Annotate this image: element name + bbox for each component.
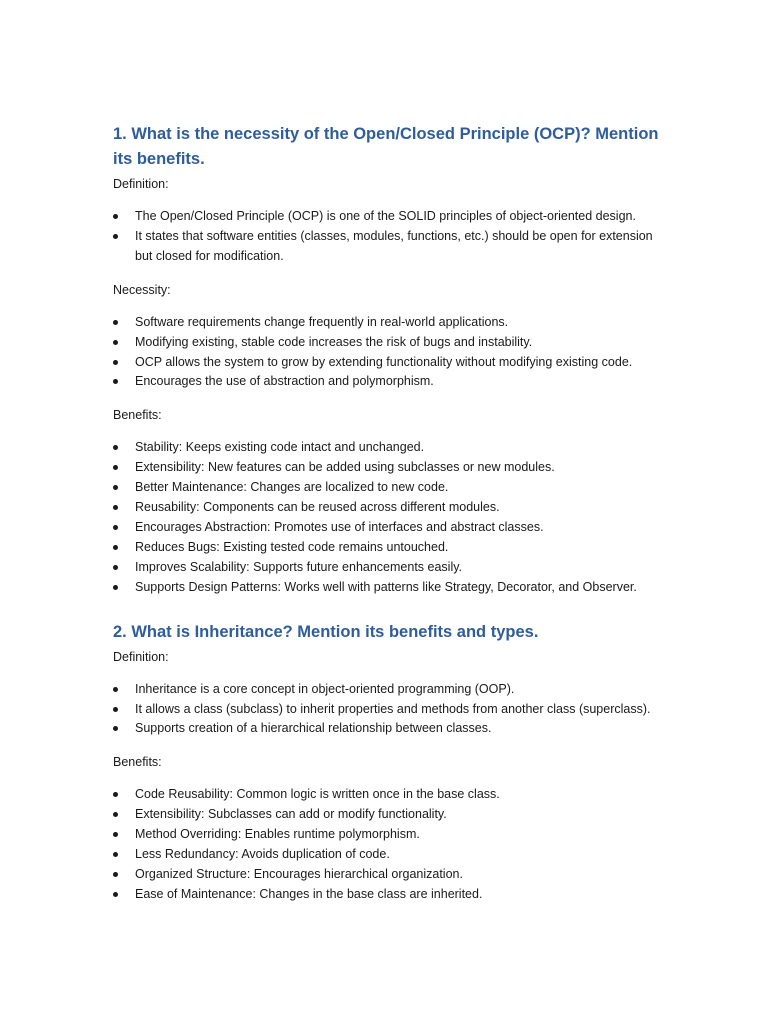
- bullet-icon: [113, 792, 118, 797]
- list-item: Improves Scalability: Supports future enhancements easily.: [113, 558, 673, 578]
- bullet-icon: [113, 234, 118, 239]
- necessity-list: [113, 313, 673, 393]
- definition-list: [113, 680, 673, 740]
- bullet-icon: [113, 726, 118, 731]
- benefits-list: [113, 438, 673, 597]
- bullet-icon: [113, 214, 118, 219]
- list-item: Stability: Keeps existing code intact and unchanged.: [113, 438, 673, 458]
- list-item: Supports creation of a hierarchical relationship between classes.: [113, 719, 673, 739]
- list-item: It allows a class (subclass) to inherit properties and methods from another class (superclass).: [113, 700, 673, 720]
- benefits-list: [113, 785, 673, 904]
- bullet-icon: [113, 687, 118, 692]
- bullet-icon: [113, 485, 118, 490]
- benefits-label: Benefits:: [113, 755, 162, 770]
- list-item: Inheritance is a core concept in object-oriented programming (OOP).: [113, 680, 673, 700]
- list-item: Modifying existing, stable code increases the risk of bugs and instability.: [113, 333, 673, 353]
- list-item: Better Maintenance: Changes are localized to new code.: [113, 478, 673, 498]
- list-item: Code Reusability: Common logic is written once in the base class.: [113, 785, 673, 805]
- definition-label: Definition:: [113, 649, 169, 664]
- benefits-label: Benefits:: [113, 408, 162, 423]
- list-item: Software requirements change frequently in real-world applications.: [113, 313, 673, 333]
- necessity-label: Necessity:: [113, 282, 171, 297]
- list-item: Extensibility: New features can be added using subclasses or new modules.: [113, 458, 673, 478]
- bullet-icon: [113, 852, 118, 857]
- list-item: Method Overriding: Enables runtime polymorphism.: [113, 825, 673, 845]
- bullet-icon: [113, 505, 118, 510]
- bullet-icon: [113, 832, 118, 837]
- bullet-icon: [113, 585, 118, 590]
- list-item: Encourages the use of abstraction and polymorphism.: [113, 372, 673, 392]
- bullet-icon: [113, 812, 118, 817]
- list-item: Encourages Abstraction: Promotes use of interfaces and abstract classes.: [113, 518, 673, 538]
- list-item: Extensibility: Subclasses can add or modify functionality.: [113, 805, 673, 825]
- definition-label: Definition:: [113, 177, 169, 191]
- list-item: Organized Structure: Encourages hierarchical organization.: [113, 865, 673, 885]
- section-ocp: [113, 122, 673, 598]
- section-heading: 1. What is the necessity of the Open/Closed Principle (OCP)? Mention its benefits.: [113, 125, 659, 168]
- bullet-icon: [113, 379, 118, 384]
- list-item: It states that software entities (classes, modules, functions, etc.) should be open for extension but closed for modification.: [113, 227, 673, 267]
- bullet-icon: [113, 360, 118, 365]
- definition-list: [113, 207, 673, 267]
- bullet-icon: [113, 545, 118, 550]
- list-item: Reusability: Components can be reused across different modules.: [113, 498, 673, 518]
- list-item: Less Redundancy: Avoids duplication of code.: [113, 845, 673, 865]
- list-item: Reduces Bugs: Existing tested code remains untouched.: [113, 538, 673, 558]
- bullet-icon: [113, 320, 118, 325]
- bullet-icon: [113, 707, 118, 712]
- bullet-icon: [113, 892, 118, 897]
- bullet-icon: [113, 565, 118, 570]
- section-inheritance: [113, 620, 673, 905]
- bullet-icon: [113, 445, 118, 450]
- bullet-icon: [113, 525, 118, 530]
- bullet-icon: [113, 465, 118, 470]
- list-item: OCP allows the system to grow by extending functionality without modifying existing code.: [113, 353, 673, 373]
- bullet-icon: [113, 872, 118, 877]
- list-item: Supports Design Patterns: Works well with patterns like Strategy, Decorator, and Observer.: [113, 578, 673, 598]
- document-body: [113, 122, 673, 905]
- list-item: Ease of Maintenance: Changes in the base class are inherited.: [113, 885, 673, 905]
- list-item: The Open/Closed Principle (OCP) is one of the SOLID principles of object-oriented design.: [113, 207, 673, 227]
- section-heading: 2. What is Inheritance? Mention its benefits and types.: [113, 622, 539, 641]
- bullet-icon: [113, 340, 118, 345]
